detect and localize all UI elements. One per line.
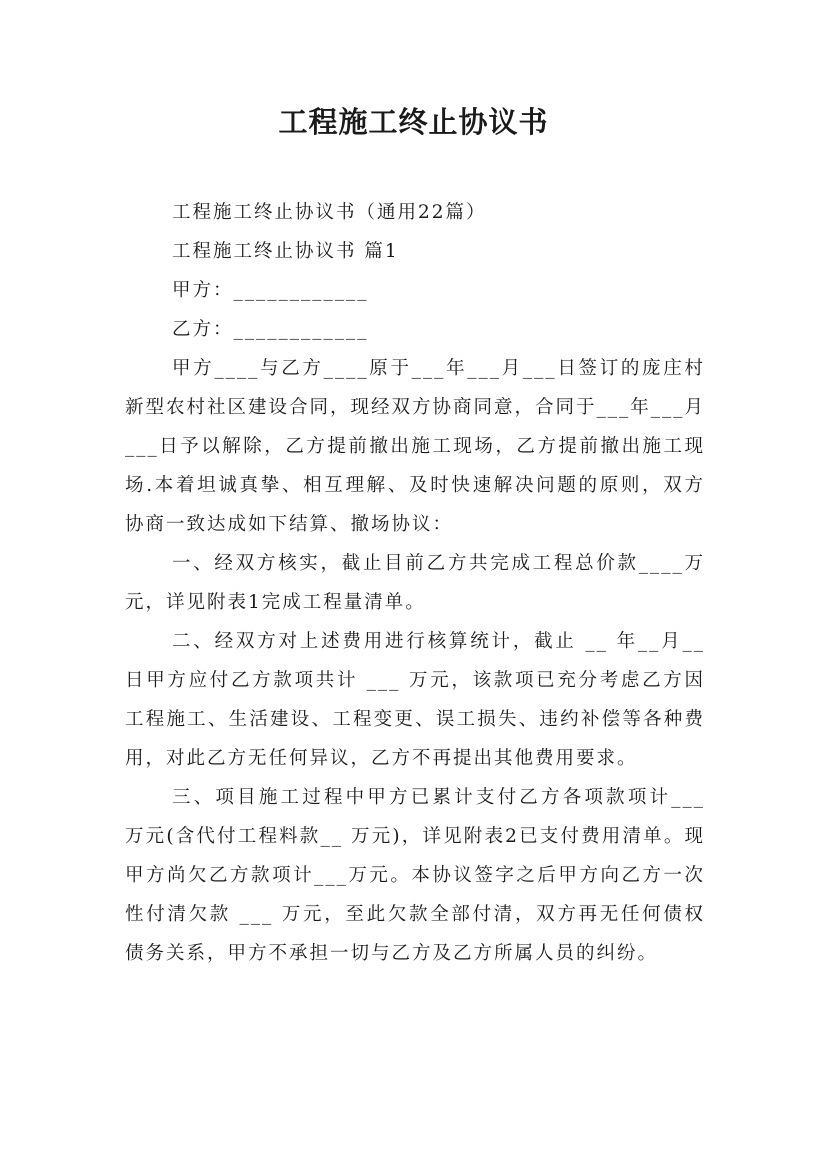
document-title: 工程施工终止协议书 bbox=[278, 105, 549, 139]
clause-2-paragraph: 二、经双方对上述费用进行核算统计，截止 __ 年__月__ 日甲方应付乙方款项共计 ___ 万元，该款项已充分考虑乙方因工程施工、生活建设、工程变更、误工损失、违约补偿等各种费用，对此乙方无任何异议，乙方不再提出其他费用要求。 bbox=[125, 631, 705, 769]
subtitle-paragraph: 工程施工终止协议书（通用22篇） bbox=[172, 202, 487, 223]
clause-3-paragraph: 三、项目施工过程中甲方已累计支付乙方各项款项计___ 万元(含代付工程料款__ 万元)，详见附表2已支付费用清单。现甲方尚欠乙方款项计___万元。本协议签字之后甲方向乙方一次性付清欠款 ___ 万元，至此欠款全部付清，双方再无任何债权债务关系，甲方不承担一切与乙方及乙方所属人员的纠纷。 bbox=[125, 787, 705, 964]
party-b-line: 乙方：____________ bbox=[172, 319, 369, 340]
section-heading: 工程施工终止协议书 篇1 bbox=[172, 241, 399, 262]
intro-paragraph: 甲方____与乙方____原于___年___月___日签订的庞庄村新型农村社区建设合同，现经双方协商同意，合同于___年___月___日予以解除，乙方提前撤出施工现场，乙方提前撤出施工现场.本着坦诚真挚、相互理解、及时快速解决问题的原则，双方协商一致达成如下结算、撤场协议： bbox=[125, 358, 706, 535]
party-a-line: 甲方：____________ bbox=[172, 280, 369, 301]
document-body bbox=[125, 193, 705, 973]
clause-1-paragraph: 一、经双方核实，截止目前乙方共完成工程总价款____万元，详见附表1完成工程量清单。 bbox=[125, 553, 705, 613]
